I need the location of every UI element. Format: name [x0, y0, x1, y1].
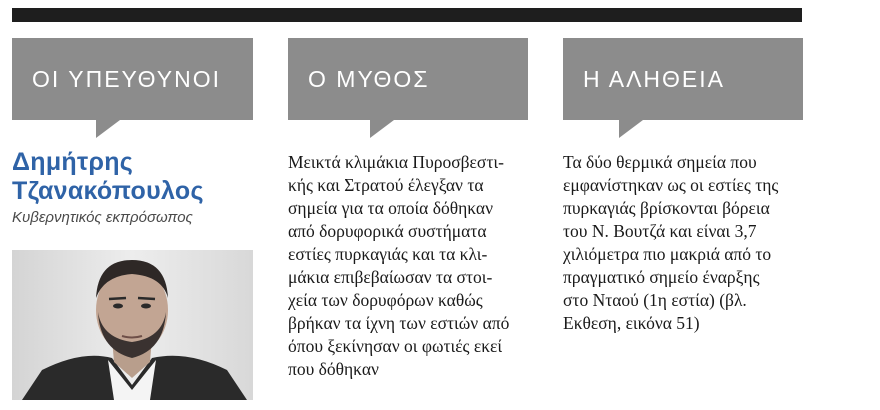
text-line: χεία των δορυφόρων καθώς	[288, 290, 483, 310]
text-line: πυρκαγιάς βρίσκονται βόρεια	[563, 198, 770, 218]
person-role: Κυβερνητικός εκπρόσωπος	[12, 209, 193, 226]
text-line: εμφανίστηκαν ως οι εστίες της	[563, 175, 779, 195]
text-line: μάκια επιβεβαίωσαν τα στοι-	[288, 267, 493, 287]
text-line: εστίες πυρκαγιάς και τα κλι-	[288, 244, 488, 264]
text-line: Εκθεση, εικόνα 51)	[563, 313, 700, 333]
truth-text	[563, 151, 803, 335]
column-responsible	[12, 38, 253, 226]
text-line: όπου ξεκίνησαν οι φωτιές εκεί	[288, 336, 503, 356]
column-header-label: Ο ΜΥΘΟΣ	[308, 65, 430, 92]
text-line: χιλιόμετρα πιο μακριά από το	[563, 244, 772, 264]
person-name	[12, 148, 253, 206]
column-header-label: ΟΙ ΥΠΕΥΘΥΝΟΙ	[32, 65, 221, 92]
text-line: πραγματικό σημείο έναρξης	[563, 267, 760, 287]
column-header-truth	[563, 38, 803, 120]
text-line: Τα δύο θερμικά σημεία που	[563, 152, 757, 172]
person-last-name: Τζανακόπουλος	[12, 177, 204, 205]
text-line: σημεία για τα οποία δόθηκαν	[288, 198, 493, 218]
column-header-responsible	[12, 38, 253, 120]
top-rule-bar	[12, 8, 802, 22]
myth-text	[288, 151, 528, 381]
portrait-illustration	[12, 250, 253, 400]
column-truth	[563, 38, 803, 335]
text-line: Μεικτά κλιμάκια Πυροσβεστι-	[288, 152, 504, 172]
person-first-name: Δημήτρης	[12, 148, 134, 176]
text-line: κής και Στρατού έλεγξαν τα	[288, 175, 484, 195]
column-header-label: Η ΑΛΗΘΕΙΑ	[583, 65, 726, 92]
column-myth	[288, 38, 528, 381]
text-line: στο Νταού (1η εστία) (βλ.	[563, 290, 747, 310]
text-line: βρήκαν τα ίχνη των εστιών από	[288, 313, 510, 333]
portrait-photo	[12, 250, 253, 400]
text-line: από δορυφορικά συστήματα	[288, 221, 487, 241]
column-header-myth	[288, 38, 528, 120]
text-line: που δόθηκαν	[288, 359, 379, 379]
text-line: του Ν. Βουτζά και είναι 3,7	[563, 221, 757, 241]
